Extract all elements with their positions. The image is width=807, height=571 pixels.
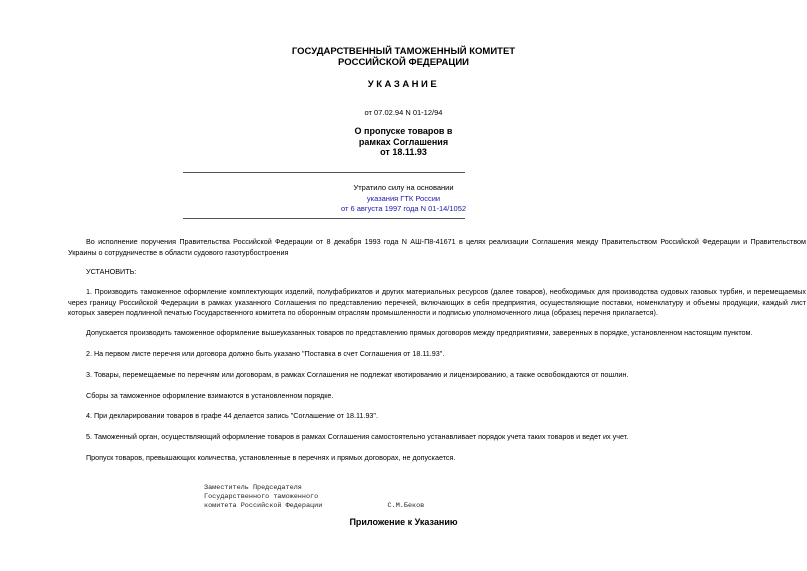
paragraph-5: 5. Таможенный орган, осуществляющий оформление товаров в рамках Соглашения самостоятельно устанавливает порядок учета таких товаров и ведет их учет. (86, 432, 629, 441)
subject-line-3: от 18.11.93 (380, 147, 427, 157)
authority-line-2: РОССИЙСКОЙ ФЕДЕРАЦИИ (337, 57, 469, 68)
signature-line-3: комитета Российской Федерации С.М.Беков (204, 502, 425, 510)
status-block (0, 183, 807, 215)
paragraph-1: 1. Производить таможенное оформление комплектующих изделий, полуфабрикатов и других материальных ресурсов (далее товаров), необходимых для производства судовых газовых турбин, и перемещаемых через границу Российской Федерации в рамках указанного Соглашения по представлению перечней, включающих в себя предприятия, осуществляющие поставки, номенклатуру и объемы продукции, каждый лист которых заверен подлинной печатью Государственного комитета по оборонным отраслям промышленности и подписью уполномоченного лица (образец перечня прилагается). (68, 287, 806, 317)
document-subject (0, 126, 807, 158)
repeal-link-line-2[interactable]: от 6 августа 1997 года N 01-14/1052 (340, 204, 467, 213)
paragraph-4: 4. При декларировании товаров в графе 44 делается запись "Соглашение от 18.11.93". (86, 411, 378, 420)
paragraph-2: 2. На первом листе перечня или договора должно быть указано "Поставка в счет Соглашения от 18.11.93". (86, 349, 445, 358)
subject-line-2: рамках Соглашения (358, 136, 449, 147)
divider-top (183, 172, 465, 173)
paragraph-preamble: Во исполнение поручения Правительства Российской Федерации от 8 декабря 1993 года N АШ-П8-41671 в целях реализации Соглашения между Правительством Российской Федерации и Правительством Украины о сотрудничестве в области судового газотурбостроения (68, 237, 806, 257)
signature-line-2: Государственного таможенного (204, 493, 319, 501)
paragraph-establish: УСТАНОВИТЬ: (86, 267, 137, 276)
annex-title: Приложение к Указанию (349, 517, 458, 527)
paragraph-1-addendum: Допускается производить таможенное оформление вышеуказанных товаров по представлению прямых договоров между предприятиями, заверенных в порядке, установленном настоящим пунктом. (86, 328, 753, 337)
paragraph-3: 3. Товары, перемещаемые по перечням или договорам, в рамках Соглашения не подлежат квотированию и лицензированию, а также освобождаются от пошлин. (86, 370, 629, 379)
authority-line-1: ГОСУДАРСТВЕННЫЙ ТАМОЖЕННЫЙ КОМИТЕТ (291, 46, 516, 57)
document-type: УКАЗАНИЕ (367, 79, 440, 90)
repeal-link-line-1[interactable]: указания ГТК России (366, 193, 441, 203)
divider-bottom (183, 218, 465, 219)
signature-block (204, 484, 424, 511)
issuing-authority (0, 46, 807, 68)
subject-line-1: О пропуске товаров в (354, 126, 453, 136)
paragraph-3-fees: Сборы за таможенное оформление взимаются в установленном порядке. (86, 391, 334, 400)
paragraph-final: Пропуск товаров, превышающих количества, установленные в перечнях и прямых договорах, не допускается. (86, 453, 456, 462)
document-number: от 07.02.94 N 01-12/94 (364, 108, 443, 117)
lost-force-text: Утратило силу на основании (353, 183, 454, 192)
signature-line-1: Заместитель Председателя (204, 484, 302, 492)
